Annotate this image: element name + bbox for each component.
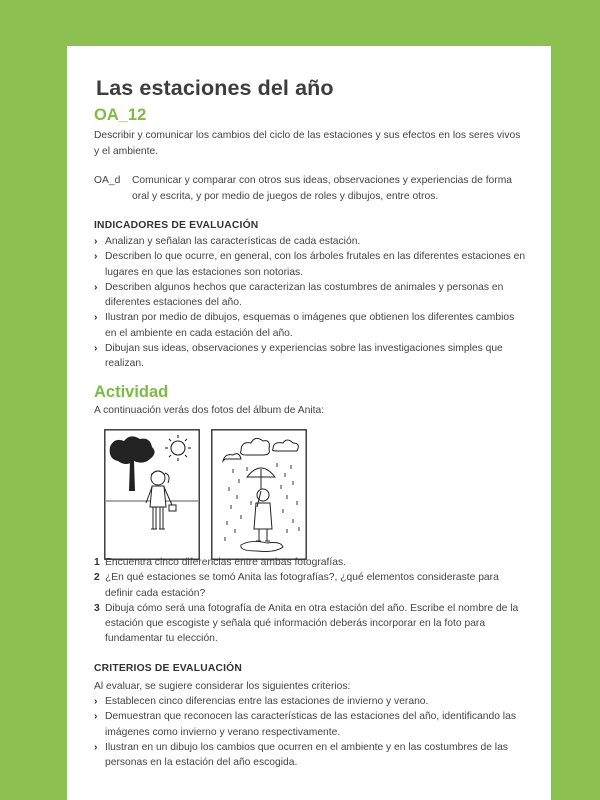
list-item: › Demuestran que reconocen las características de las estaciones del año, identificando las imágenes como invierno y verano respectivamente. (94, 711, 516, 738)
oa-description: Describir y comunicar los cambios del ciclo de las estaciones y sus efectos en los seres vivos y el ambiente. (94, 130, 521, 157)
worksheet-page (67, 46, 551, 800)
criterios-intro: Al evaluar, se sugiere considerar los siguientes criterios: (94, 681, 351, 692)
indicadores-list (94, 234, 528, 372)
list-item: › Ilustran en un dibujo los cambios que ocurren en el ambiente y en las costumbres de las personas en la estación del año escogida. (94, 741, 508, 769)
actividad-heading: Actividad (94, 383, 169, 401)
oa-sub-text: Comunicar y comparar con otros sus ideas, observaciones y experiencias de forma oral y escrita, y por medio de juegos de roles y dibujos, entre otros. (132, 175, 513, 202)
oa-code: OA_12 (94, 106, 147, 124)
page-title: Las estaciones del año (96, 76, 334, 100)
list-item: › Describen algunos hechos que caracterizan las costumbres de animales y personas en diferentes estaciones del año. (94, 281, 504, 309)
list-item: › Describen lo que ocurre, en general, con los árboles frutales en las diferentes estaciones en lugares en que las estaciones son notorias. (94, 251, 526, 278)
list-item: 2 ¿En qué estaciones se tomó Anita las fotografías?, ¿qué elementos consideraste para definir cada estación? (94, 572, 499, 599)
list-item: › Analizan y señalan las características de cada estación. (94, 236, 361, 247)
list-item: › Ilustran por medio de dibujos, esquemas o imágenes que obtienen los diferentes cambios en el ambiente en cada estación del año. (94, 312, 515, 339)
actividad-questions (94, 555, 528, 647)
list-item: 3 Dibuja cómo será una fotografía de Anita en otra estación del año. Escribe el nombre de la estación que escogiste y señala qué información deberás incorporar en la foto para fundamentar tu elección. (94, 602, 519, 645)
winter-photo (211, 429, 307, 560)
list-item: › Dibujan sus ideas, observaciones y experiencias sobre las investigaciones simples que realizan. (94, 343, 503, 370)
actividad-intro: A continuación verás dos fotos del álbum de Anita: (94, 405, 325, 416)
list-item: › Establecen cinco diferencias entre las estaciones de invierno y verano. (94, 696, 429, 707)
summer-photo (104, 429, 200, 560)
oa-sub-code: OA_d (94, 175, 121, 186)
criterios-heading: CRITERIOS DE EVALUACIÓN (94, 663, 243, 674)
criterios-list (94, 694, 528, 770)
list-item: 1 Encuentra cinco diferencias entre ambas fotografías. (94, 557, 346, 568)
indicadores-heading: INDICADORES DE EVALUACIÓN (94, 220, 259, 231)
